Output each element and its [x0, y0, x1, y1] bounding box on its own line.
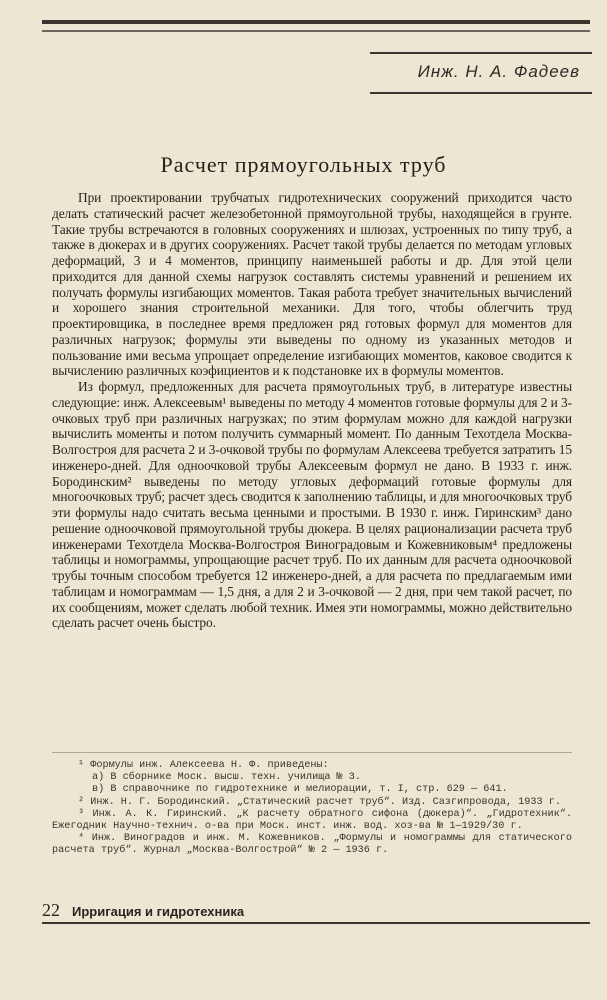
paragraph-1: При проектировании трубчатых гидротехнических сооружений приходится часто делать статический расчет железобетонной прямоугольной трубы, находящейся в грунте. Такие трубы встречаются в головных сооружениях и шлюзах, устроенных по типу труб, а также в дюкерах и в других сооружениях. Расчет такой трубы делается по методам угловых деформаций, 3 и 4 моментов, принципу наименьшей работы и др. Для этой цели приходится для данной схемы нагрузок составлять системы уравнений и решением их получать формулы изгибающих моментов. Такая работа требует значительных вычислений и хорошего знания строительной механики. Для того, чтобы облегчить труд проектировщика, в последнее время предложен ряд готовых формул для моментов для различных нагрузок; формулы эти выведены по одному из указанных методов и пользование ими весьма упрощает определение изгибающих моментов, каковое сводится к вычислению различных коэфициентов и к подстановке их в формулы моментов.: [52, 190, 572, 379]
footnote-3: ³ Инж. А. К. Гиринский. „К расчету обратного сифона (дюкера)“. „Гидротехник“. Ежегодник Научно-технич. о-ва при Моск. инст. инж. вод. хоз-ва № 1—1929/30 г.: [52, 808, 572, 833]
author-name: Инж. Н. А. Фадеев: [417, 62, 580, 81]
author-header: [370, 52, 592, 94]
article-title: Расчет прямоугольных труб: [160, 152, 447, 177]
paragraph-2: Из формул, предложенных для расчета прямоугольных труб, в литературе известны следующие: инж. Алексеевым¹ выведены по методу 4 моментов готовые формулы для 2 и 3-очковых труб при различных нагрузках; по этим формулам можно для каждой нагрузки вычислить моменты и потом получить суммарный момент. По данным Техотдела Москва-Волгостроя для расчета 2 и 3-очковой трубы по формулам Алексеева требуется затратить 15 инженеро-дней. Для одноочковой трубы Алексеевым формул не дано. В 1933 г. инж. Бородинским² выведены по методу угловых деформаций готовые формулы для многоочковых труб; расчет здесь сводится к заполнению таблицы, и для многоочковых труб эти формулы надо считать весьма ценными и простыми. В 1930 г. инж. Гиринским³ дано решение одноочковой прямоугольной трубы дюкера. В целях рационализации расчета труб инженерами Техотдела Москва-Волгостроя Виноградовым и Кожевниковым⁴ предложены таблицы и номограммы, упрощающие расчет труб. По их данным для расчета одноочковой трубы точным способом требуется 12 инженеро-дней, а для расчета по предлагаемым ими таблицам и номограммам — 1,5 дня, а для 2 и 3-очковой — 2 дня, при чем такой расчет, по их сообщениям, может сделать любой техник. Имея эти номограммы, можно действительно сделать расчет очень быстро.: [52, 379, 572, 631]
footnote-separator: [52, 752, 572, 753]
article-body: [52, 190, 572, 631]
journal-name: Ирригация и гидротехника: [72, 904, 245, 919]
top-rule: [42, 20, 590, 24]
footnote-1b: в) В справочнике по гидротехнике и мелиорации, т. I, стр. 629 — 641.: [92, 784, 508, 796]
footnote-2: ² Инж. Н. Г. Бородинский. „Статический расчет труб“. Изд. Сазгипровода, 1933 г.: [78, 796, 561, 808]
footnote-1a: а) В сборнике Моск. высш. техн. училища № 3.: [92, 772, 361, 784]
footnote-4: ⁴ Инж. Виноградов и инж. М. Кожевников. „Формулы и номограммы для статического расчета труб“. Журнал „Москва-Волгострой“ № 2 — 1936 г.: [52, 833, 572, 857]
footnote-1: ¹ Формулы инж. Алексеева Н. Ф. приведены:: [78, 760, 329, 771]
footnotes: [52, 760, 572, 858]
page-number: 22: [42, 900, 60, 920]
page-footer: [42, 900, 590, 924]
top-rule-thin: [42, 30, 590, 32]
